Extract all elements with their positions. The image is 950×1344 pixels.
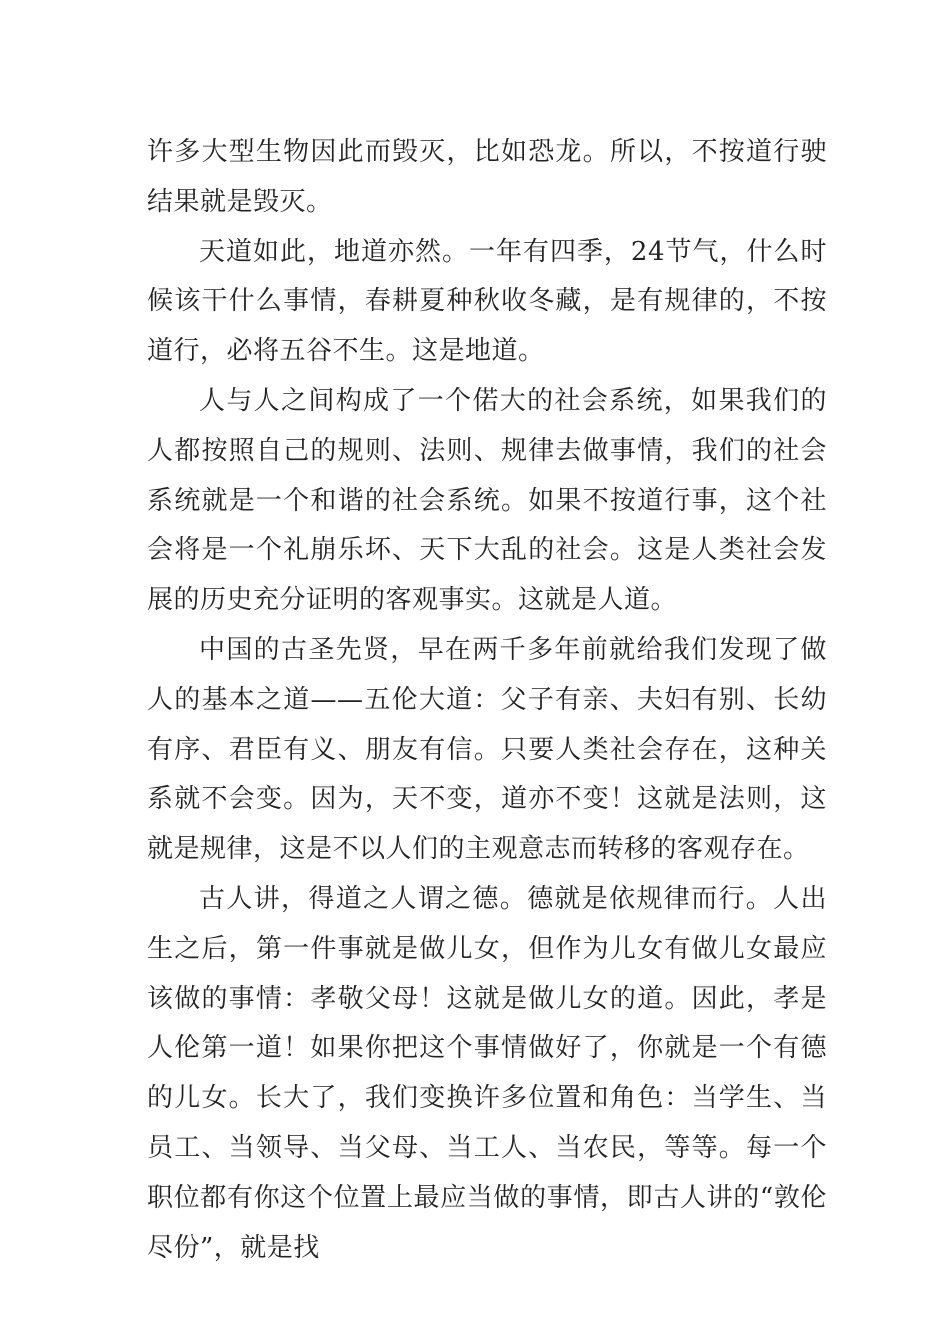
paragraph-5: 古人讲，得道之人谓之德。德就是依规律而行。人出生之后，第一件事就是做儿女，但作为儿女有做儿女最应该做的事情：孝敬父母！这就是做儿女的道。因此，孝是人伦第一道！如果你把这个事情做好了，你就是一个有德的儿女。长大了，我们变换许多位置和角色：当学生、当员工、当领导、当父母、当工人、当农民，等等。每一个职位都有你这个位置上最应当做的事情，即古人讲的“敦伦尽份”，就是找 xyxy=(147,883,827,1263)
paragraph-1: 许多大型生物因此而毁灭，比如恐龙。所以，不按道行驶结果就是毁灭。 xyxy=(147,137,827,217)
paragraph-3: 人与人之间构成了一个偌大的社会系统，如果我们的人都按照自己的规则、法则、规律去做事情，我们的社会系统就是一个和谐的社会系统。如果不按道行事，这个社会将是一个礼崩乐坏、天下大乱的社会。这是人类社会发展的历史充分证明的客观事实。这就是人道。 xyxy=(147,385,827,616)
paragraph-4: 中国的古圣先贤，早在两千多年前就给我们发现了做人的基本之道——五伦大道：父子有亲、夫妇有别、长幼有序、君臣有义、朋友有信。只要人类社会存在，这种关系就不会变。因为，天不变，道亦不变！这就是法则，这就是规律，这是不以人们的主观意志而转移的客观存在。 xyxy=(147,634,827,865)
paragraph-2: 天道如此，地道亦然。一年有四季，24节气，什么时候该干什么事情，春耕夏种秋收冬藏，是有规律的，不按道行，必将五谷不生。这是地道。 xyxy=(147,236,827,367)
body-text xyxy=(147,128,827,1273)
